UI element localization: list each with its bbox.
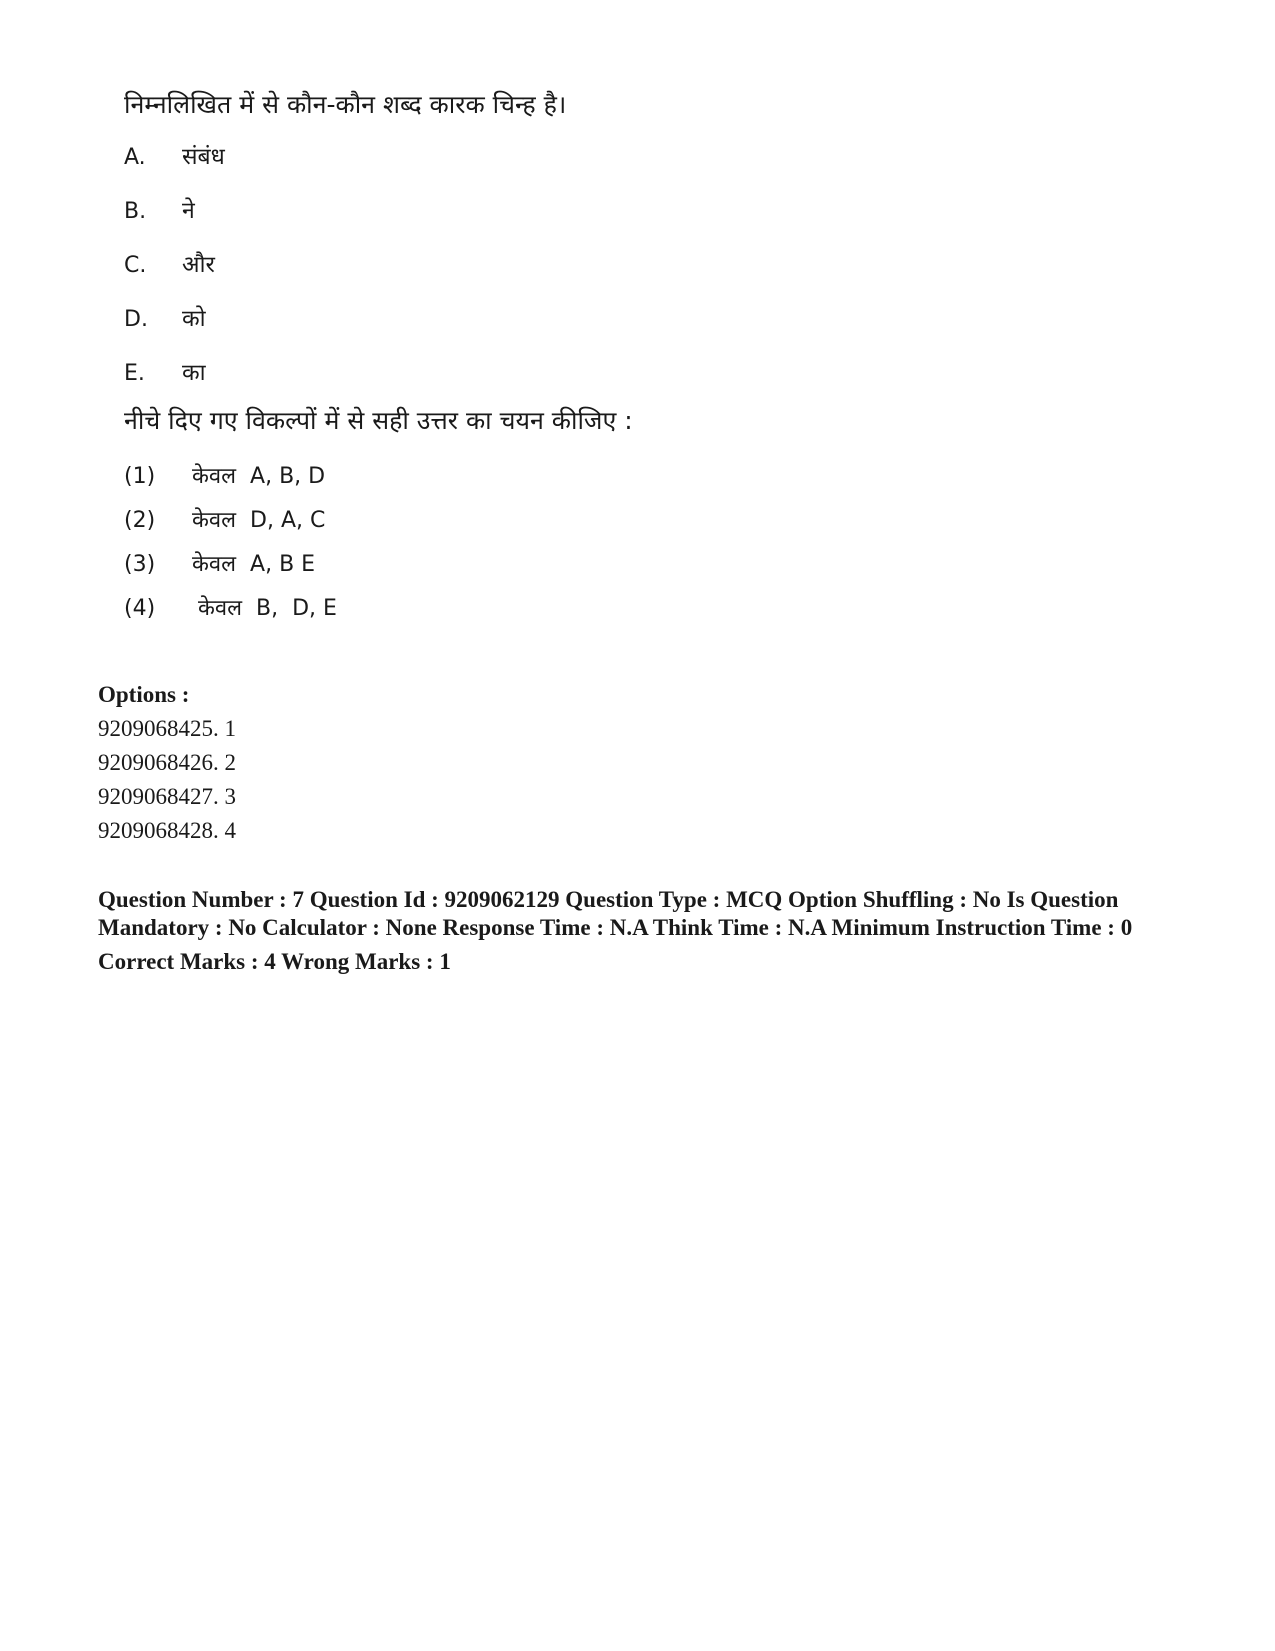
statement-text: और [182,252,215,278]
choice-text: केवल D, A, C [192,508,326,533]
statement-letter: B. [124,199,147,224]
question-stem: निम्नलिखित में से कौन-कौन शब्द कारक चिन्ह है। [124,90,567,119]
statement-row [124,140,1024,174]
choice-row [124,592,1024,626]
choice-text: केवल A, B, D [192,464,326,489]
choice-row [124,460,1024,494]
choice-text: केवल B, D, E [198,596,337,621]
question-image-block [124,88,1024,636]
statement-row [124,356,1024,390]
options-heading: Options : [98,682,190,707]
statement-text: ने [182,198,195,224]
statement-letter: A. [124,145,146,170]
question-instruction: नीचे दिए गए विकल्पों में से सही उत्तर का चयन कीजिए : [124,406,633,435]
statement-row [124,194,1024,228]
statement-text: को [182,306,206,332]
statement-text: संबंध [182,144,225,170]
choice-row [124,504,1024,538]
option-item: 9209068426. 2 [98,750,236,775]
question-meta-section [98,886,1178,976]
statement-letter: D. [124,307,148,332]
choice-text: केवल A, B E [192,552,316,577]
choice-number: (1) [124,464,156,489]
options-section [98,678,1178,848]
statement-text: का [182,360,206,386]
question-meta: Question Number : 7 Question Id : 9209062129 Question Type : MCQ Option Shuffling : No Is Question Mandatory : No Calculator : None Response Time : N.A Think Time : N.A Minimum Instruction Time : 0 [98,887,1133,940]
statement-letter: C. [124,253,147,278]
choice-number: (3) [124,552,156,577]
question-marks: Correct Marks : 4 Wrong Marks : 1 [98,949,451,974]
statement-row [124,302,1024,336]
option-item: 9209068425. 1 [98,716,236,741]
statement-letter: E. [124,361,145,386]
option-item: 9209068428. 4 [98,818,236,843]
choice-number: (4) [124,596,156,621]
choice-row [124,548,1024,582]
option-item: 9209068427. 3 [98,784,236,809]
choice-number: (2) [124,508,156,533]
statement-row [124,248,1024,282]
